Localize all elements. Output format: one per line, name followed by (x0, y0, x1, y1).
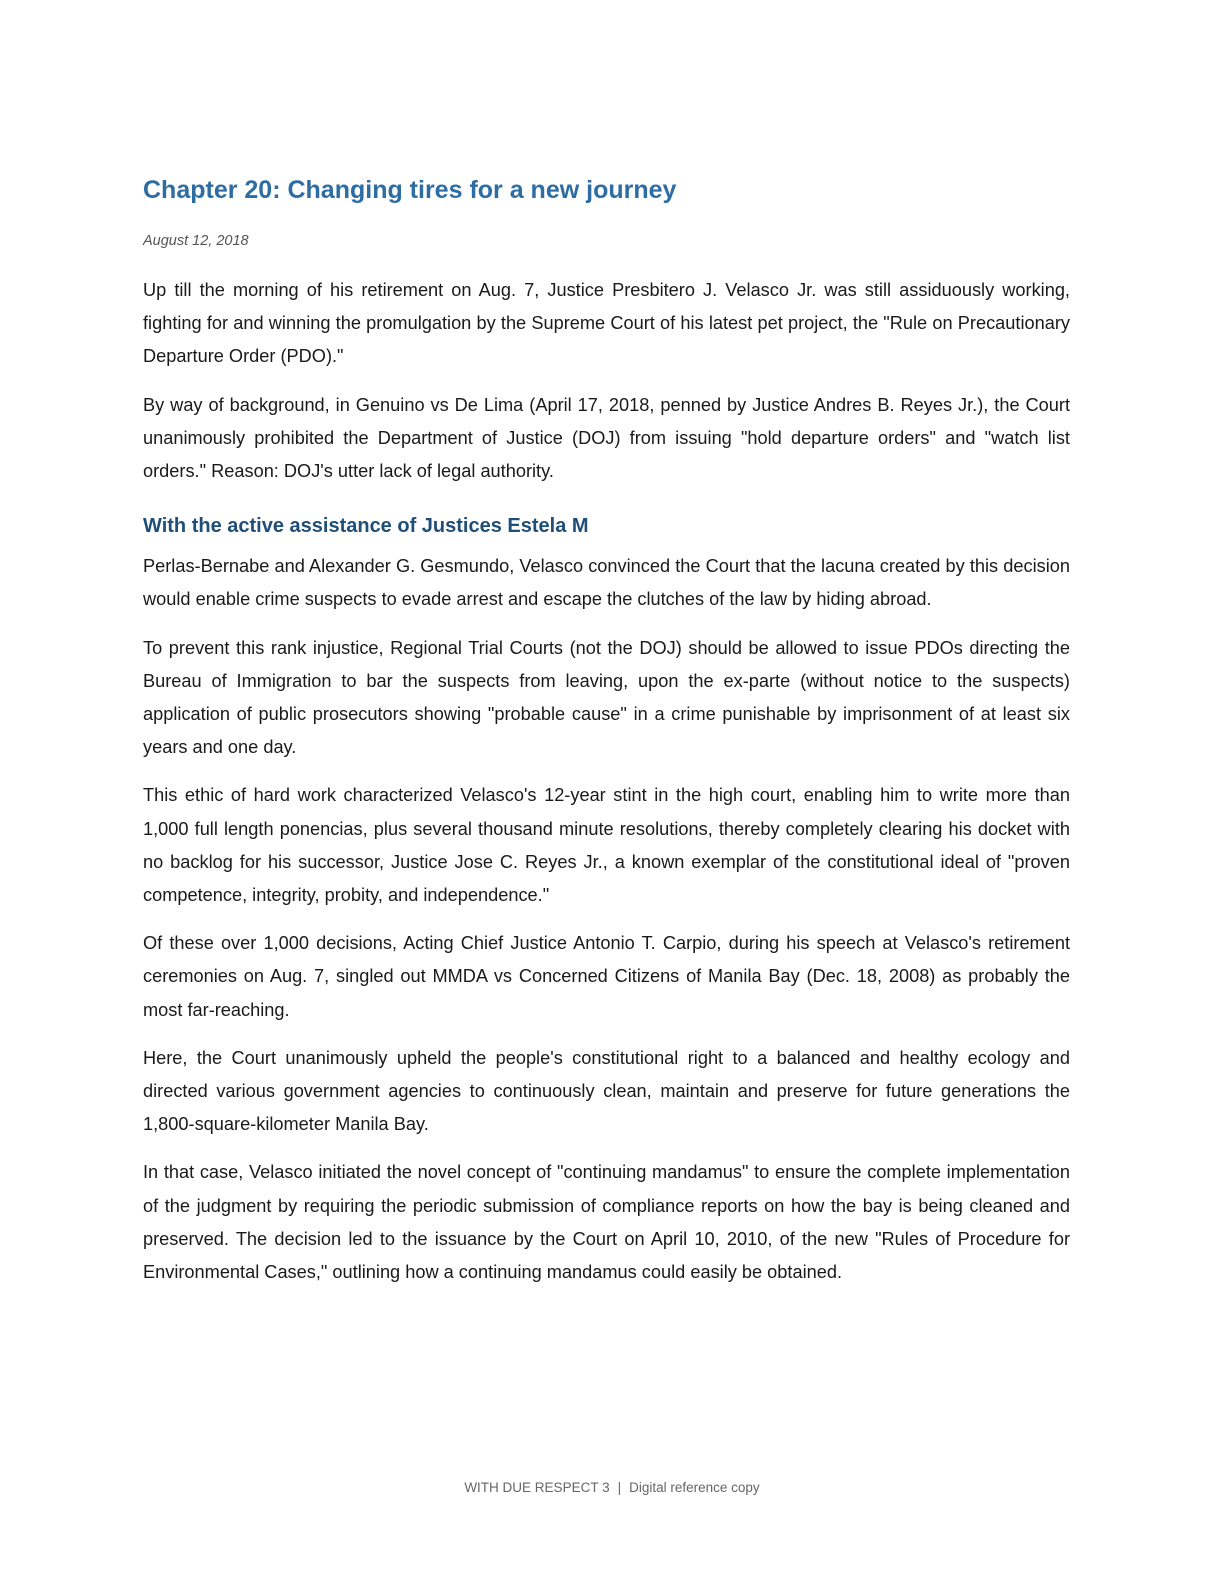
paragraph-1: Up till the morning of his retirement on Aug. 7, Justice Presbitero J. Velasco Jr. was still assiduously working, fighting for and winning the promulgation by the Supreme Court of his latest pet project, the "Rule on Precautionary Departure Order (PDO)." (143, 280, 1070, 367)
footer-separator: | (617, 1480, 622, 1495)
document-page (143, 170, 1070, 1304)
paragraph-3: Perlas-Bernabe and Alexander G. Gesmundo, Velasco convinced the Court that the lacuna created by this decision would enable crime suspects to evade arrest and escape the clutches of the law by hiding abroad. (143, 556, 1070, 610)
paragraph-2: By way of background, in Genuino vs De Lima (April 17, 2018, penned by Justice Andres B. Reyes Jr.), the Court unanimously prohibited the Department of Justice (DOJ) from issuing "hold departure orders" and "watch list orders." Reason: DOJ's utter lack of legal authority. (143, 394, 1070, 482)
section-heading: With the active assistance of Justices Estela M (143, 515, 589, 538)
publication-date: August 12, 2018 (143, 233, 249, 249)
paragraph-5: This ethic of hard work characterized Velasco's 12-year stint in the high court, enabling him to write more than 1,000 full length ponencias, plus several thousand minute resolutions, thereby completely clearing his docket with no backlog for his successor, Justice Jose C. Reyes Jr., a known exemplar of the constitutional ideal of "proven competence, integrity, probity, and independence." (143, 785, 1070, 906)
paragraph-4: To prevent this rank injustice, Regional Trial Courts (not the DOJ) should be allowed to issue PDOs directing the Bureau of Immigration to bar the suspects from leaving, upon the ex-parte (without notice to the suspects) application of public prosecutors showing "probable cause" in a crime punishable by imprisonment of at least six years and one day. (143, 637, 1070, 758)
paragraph-6: Of these over 1,000 decisions, Acting Chief Justice Antonio T. Carpio, during his speech at Velasco's retirement ceremonies on Aug. 7, singled out MMDA vs Concerned Citizens of Manila Bay (Dec. 18, 2008) as probably the most far-reaching. (143, 933, 1070, 1020)
article-body (143, 274, 1070, 1289)
chapter-title: Chapter 20: Changing tires for a new journey (143, 176, 677, 204)
paragraph-7: Here, the Court unanimously upheld the people's constitutional right to a balanced and healthy ecology and directed various government agencies to continuously clean, maintain and preserve for future generations the 1,800-square-kilometer Manila Bay. (143, 1047, 1070, 1135)
paragraph-8: In that case, Velasco initiated the novel concept of "continuing mandamus" to ensure the complete implementation of the judgment by requiring the periodic submission of compliance reports on how the bay is being cleaned and preserved. The decision led to the issuance by the Court on April 10, 2010, of the new "Rules of Procedure for Environmental Cases," outlining how a continuing mandamus could easily be obtained. (143, 1162, 1070, 1283)
page-footer (0, 1478, 1224, 1498)
footer-note: Digital reference copy (629, 1480, 760, 1495)
footer-book-title: WITH DUE RESPECT 3 (464, 1480, 610, 1495)
